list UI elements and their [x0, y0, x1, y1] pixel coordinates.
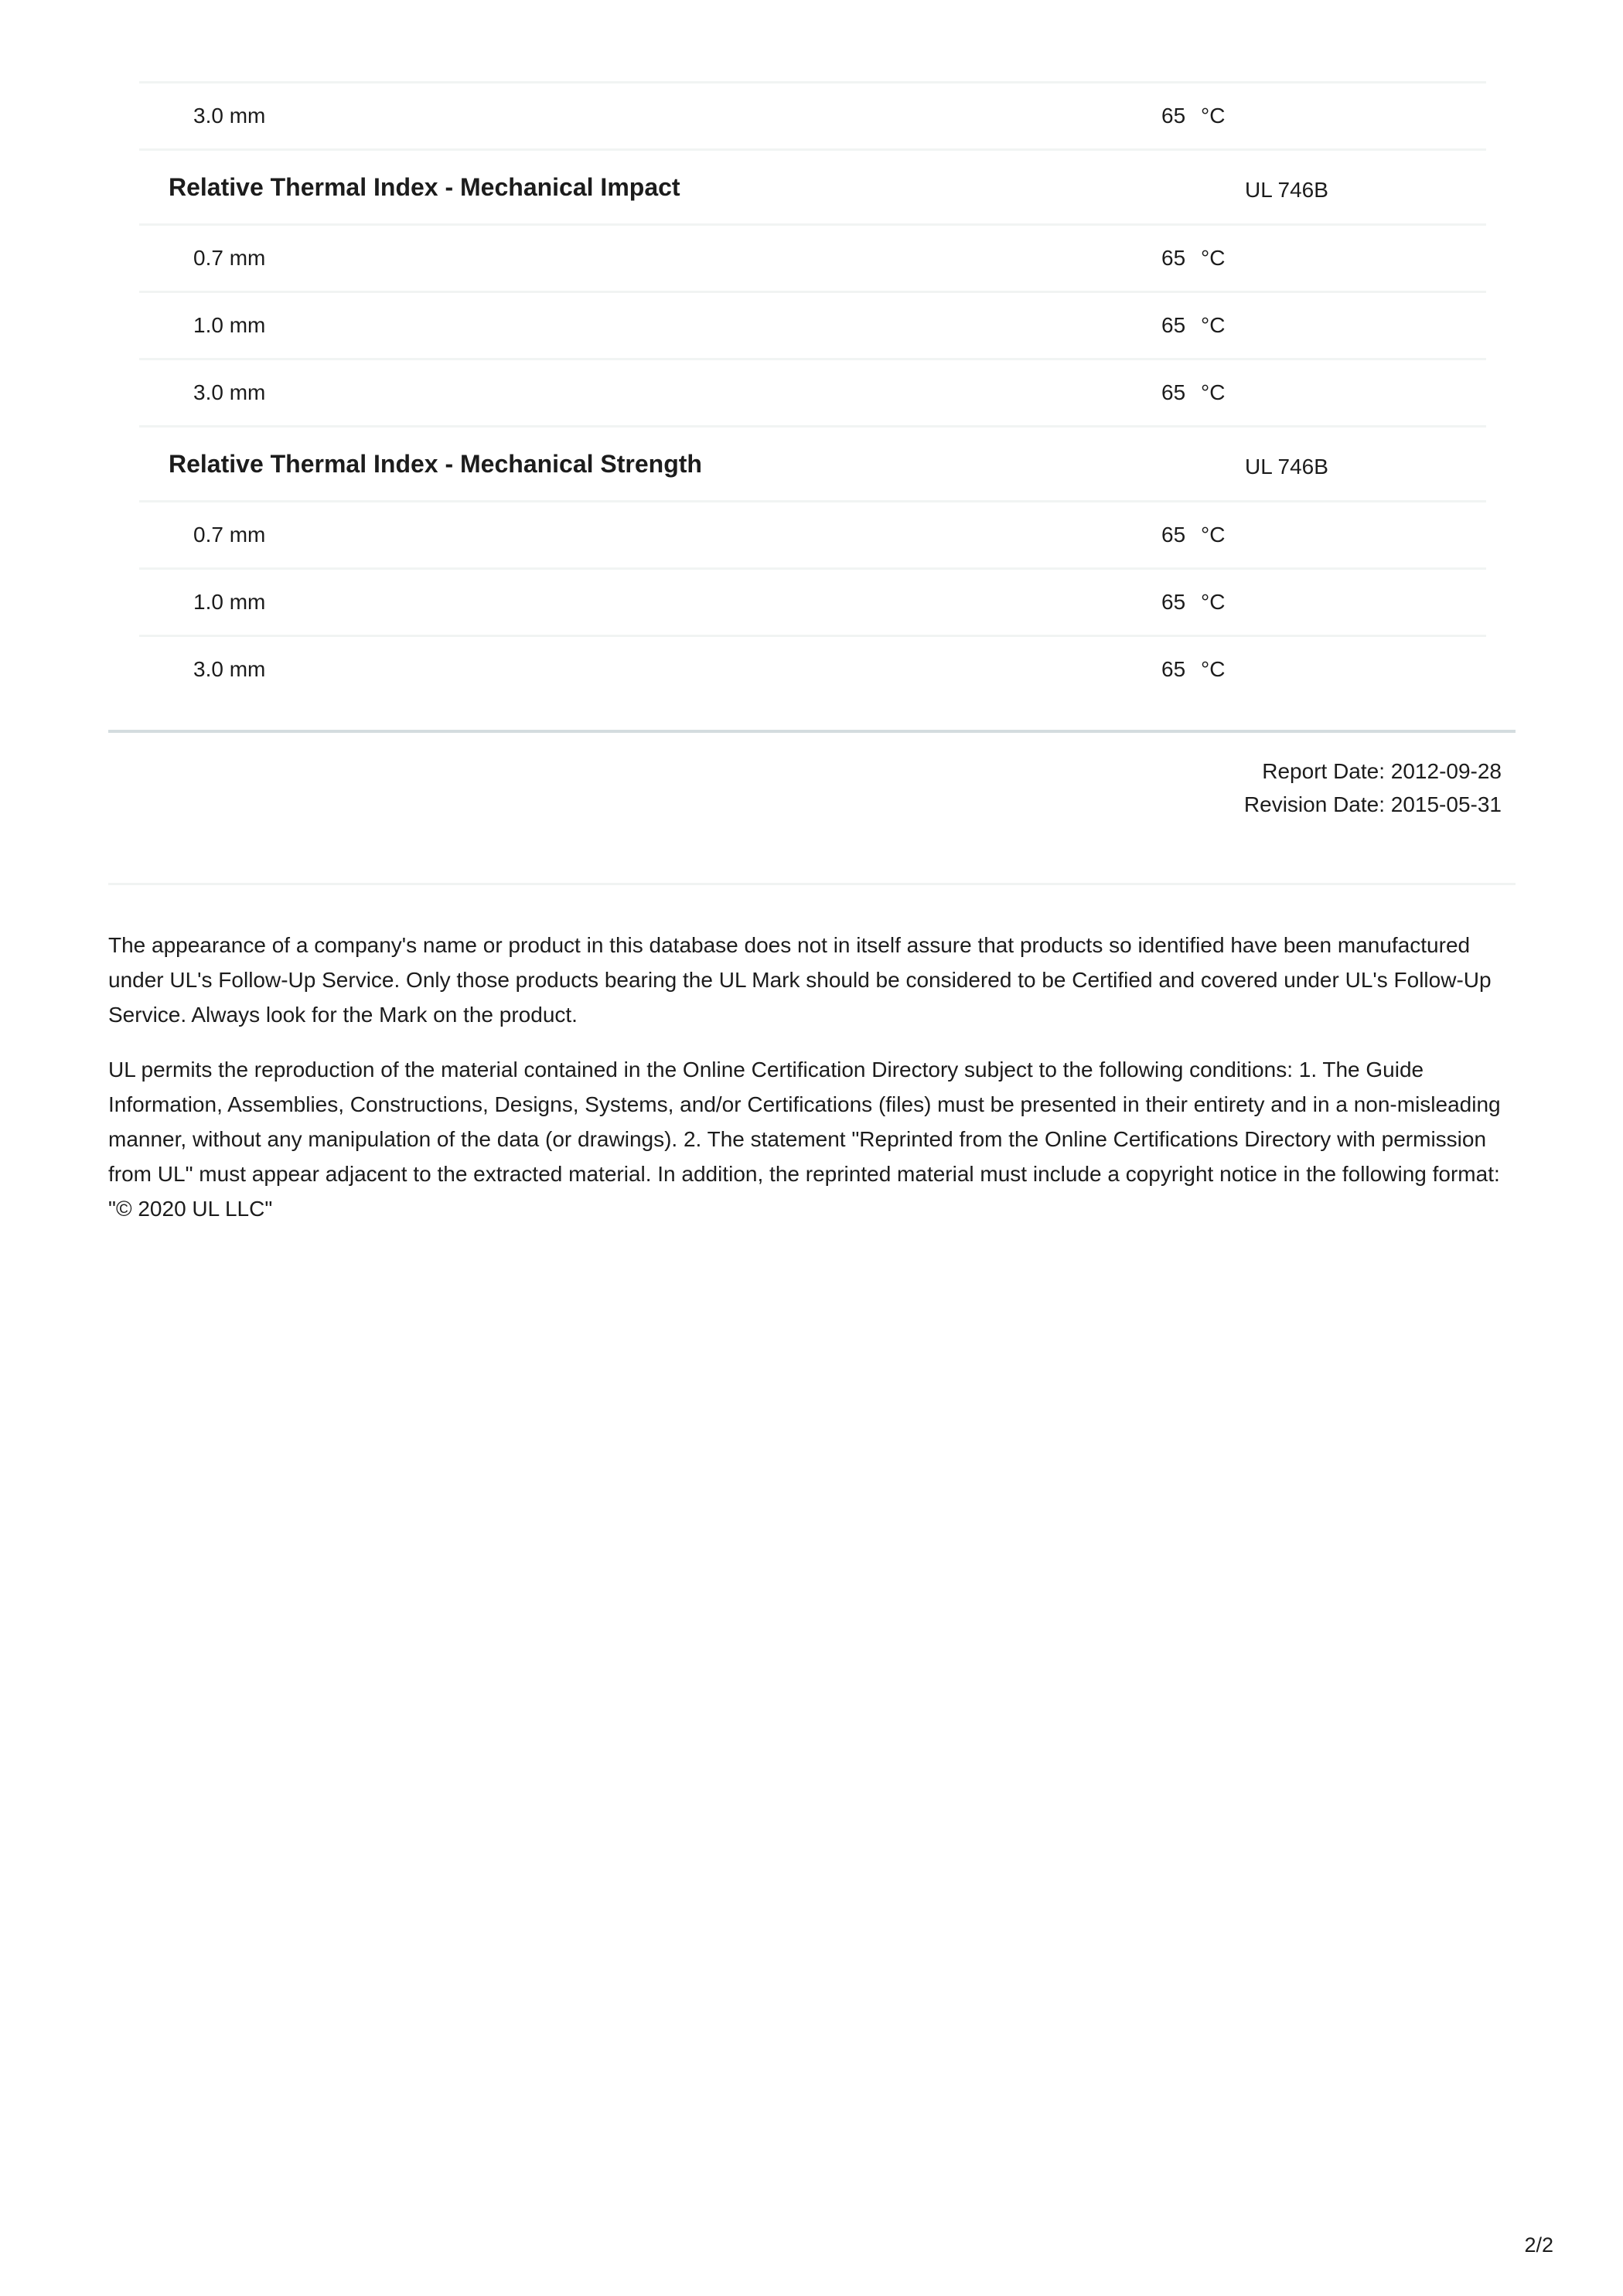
- table-row: [139, 567, 1486, 635]
- table-row: [139, 635, 1486, 702]
- temperature-value: 65: [1161, 657, 1186, 681]
- revision-date: Revision Date: 2015-05-31: [1243, 792, 1502, 816]
- thermal-index-table: [139, 81, 1486, 702]
- temperature-value: 65: [1161, 380, 1186, 404]
- temperature-unit: °C: [1201, 104, 1226, 128]
- table-section-header: [139, 425, 1486, 500]
- page-content: [108, 0, 1516, 1226]
- temperature-unit: °C: [1201, 590, 1226, 614]
- report-date: Report Date: 2012-09-28: [1262, 759, 1502, 783]
- table-section-header: [139, 148, 1486, 223]
- table-row: [139, 223, 1486, 291]
- legal-paragraph-reproduction: UL permits the reproduction of the material contained in the Online Certification Directory subject to the following conditions: 1. The Guide Information, Assemblies, Constructions, Designs, Systems, and/or Certifications (files) must be presented in their entirety and in a non-misleading manner, without any manipulation of the data (or drawings). 2. The statement "Reprinted from the Online Certifications Directory with permission from UL" must appear adjacent to the extracted material. In addition, the reprinted material must include a copyright notice in the following format: "© 2020 UL LLC": [108, 1058, 1501, 1221]
- thickness-label: 0.7 mm: [193, 246, 266, 270]
- thickness-label: 3.0 mm: [193, 380, 266, 404]
- temperature-unit: °C: [1201, 246, 1226, 270]
- temperature-unit: °C: [1201, 380, 1226, 404]
- temperature-unit: °C: [1201, 313, 1226, 337]
- table-row: [139, 500, 1486, 567]
- thickness-label: 3.0 mm: [193, 104, 266, 128]
- temperature-value: 65: [1161, 523, 1186, 547]
- thickness-label: 1.0 mm: [193, 590, 266, 614]
- section-title: Relative Thermal Index - Mechanical Impact: [169, 172, 680, 201]
- temperature-value: 65: [1161, 313, 1186, 337]
- temperature-unit: °C: [1201, 523, 1226, 547]
- table-row: [139, 291, 1486, 358]
- legal-text: [108, 928, 1516, 1226]
- table-row: [139, 81, 1486, 148]
- section-title: Relative Thermal Index - Mechanical Strength: [169, 449, 702, 478]
- thickness-label: 0.7 mm: [193, 523, 266, 547]
- temperature-value: 65: [1161, 246, 1186, 270]
- standard-label: UL 746B: [1245, 178, 1328, 202]
- section-divider: [108, 730, 1516, 733]
- standard-label: UL 746B: [1245, 455, 1328, 479]
- legal-paragraph-disclaimer: The appearance of a company's name or product in this database does not in itself assure that products so identified have been manufactured under UL's Follow-Up Service. Only those products bearing the UL Mark should be considered to be Certified and covered under UL's Follow-Up Service. Always look for the Mark on the product.: [108, 933, 1492, 1027]
- thickness-label: 3.0 mm: [193, 657, 266, 681]
- table-row: [139, 358, 1486, 425]
- report-dates: [108, 755, 1516, 821]
- thickness-label: 1.0 mm: [193, 313, 266, 337]
- footer-divider: [108, 883, 1516, 885]
- temperature-value: 65: [1161, 104, 1186, 128]
- page-number: 2/2: [1524, 2233, 1553, 2257]
- temperature-unit: °C: [1201, 657, 1226, 681]
- temperature-value: 65: [1161, 590, 1186, 614]
